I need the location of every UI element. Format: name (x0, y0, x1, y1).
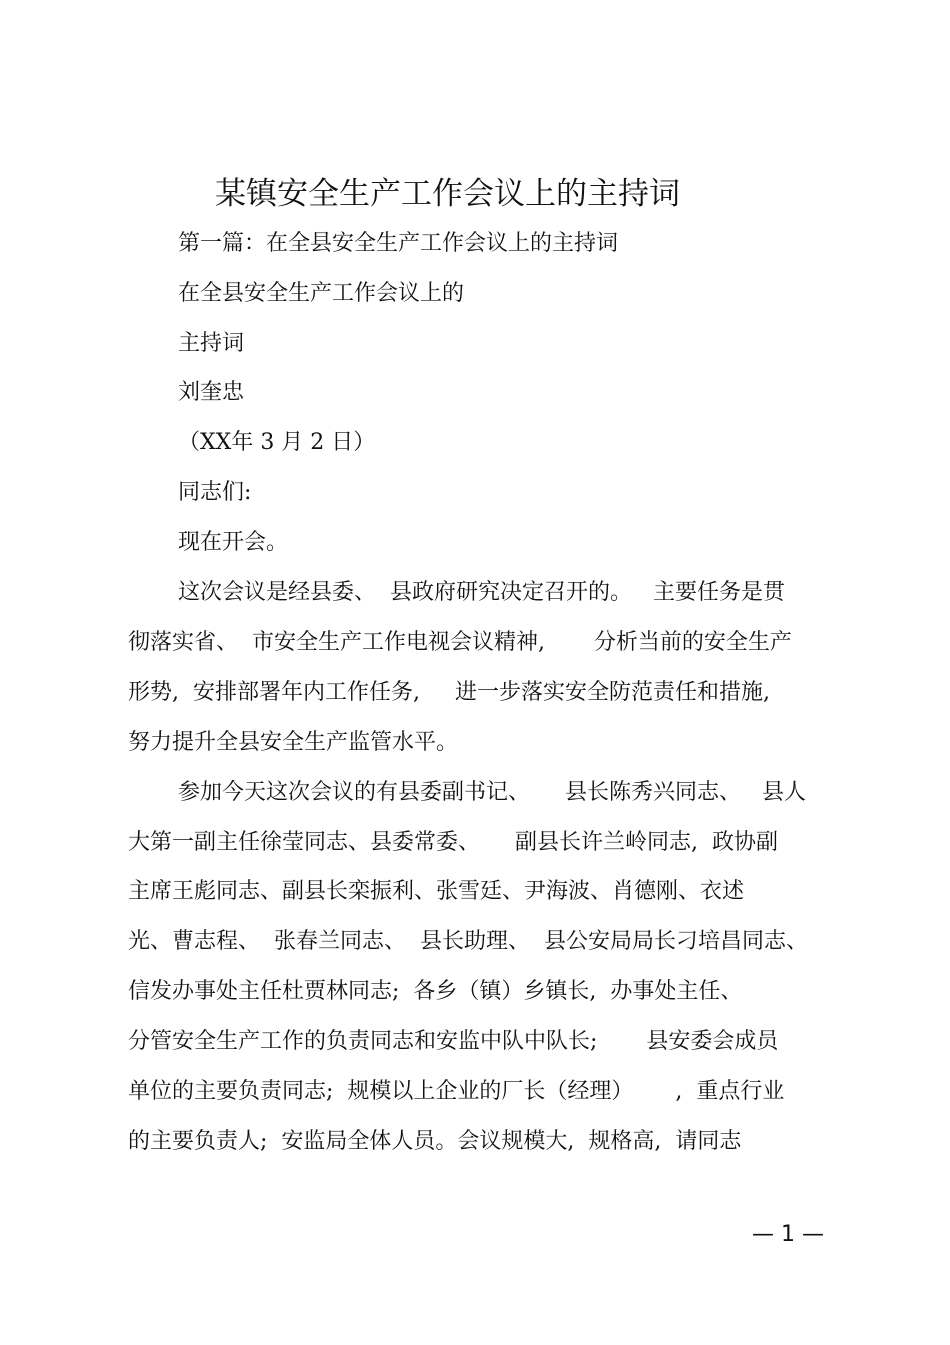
paragraph-line: 光、曹志程、 张春兰同志、 县长助理、 县公安局局长刁培昌同志、 (128, 929, 808, 954)
speech-date: （XX年 3 月 2 日） (178, 430, 376, 455)
section-heading: 第一篇：在全县安全生产工作会议上的主持词 (178, 231, 619, 256)
paragraph-line: 大第一副主任徐莹同志、县委常委、 副县长许兰岭同志, 政协副 (128, 830, 778, 855)
author-name: 刘奎忠 (178, 380, 245, 405)
speech-title-line-2: 主持词 (178, 331, 245, 356)
document-title: 某镇安全生产工作会议上的主持词 (215, 176, 680, 212)
opening-line: 现在开会。 (178, 530, 289, 555)
paragraph-line: 参加今天这次会议的有县委副书记、 县长陈秀兴同志、 县人 (178, 780, 806, 805)
paragraph-line: 单位的主要负责同志; 规模以上企业的厂长（经理） , 重点行业 (128, 1079, 785, 1104)
paragraph-line: 形势, 安排部署年内工作任务, 进一步落实安全防范责任和措施, (128, 680, 770, 705)
paragraph-line: 主席王彪同志、副县长栾振利、张雪廷、尹海波、肖德刚、衣述 (128, 879, 745, 904)
paragraph-line: 信发办事处主任杜贾林同志; 各乡（镇）乡镇长, 办事处主任、 (128, 979, 743, 1004)
paragraph-line: 彻落实省、 市安全生产工作电视会议精神, 分析当前的安全生产 (128, 630, 792, 655)
salutation: 同志们: (178, 480, 252, 505)
paragraph-line: 的主要负责人; 安监局全体人员。会议规模大, 规格高, 请同志 (128, 1129, 742, 1154)
page-number: — 1 — (752, 1222, 824, 1247)
speech-title-line-1: 在全县安全生产工作会议上的 (178, 281, 465, 306)
paragraph-line: 努力提升全县安全生产监管水平。 (128, 730, 459, 755)
paragraph-line: 分管安全生产工作的负责同志和安监中队中队长; 县安委会成员 (128, 1029, 779, 1054)
paragraph-line: 这次会议是经县委、 县政府研究决定召开的。 主要任务是贯 (178, 580, 785, 605)
